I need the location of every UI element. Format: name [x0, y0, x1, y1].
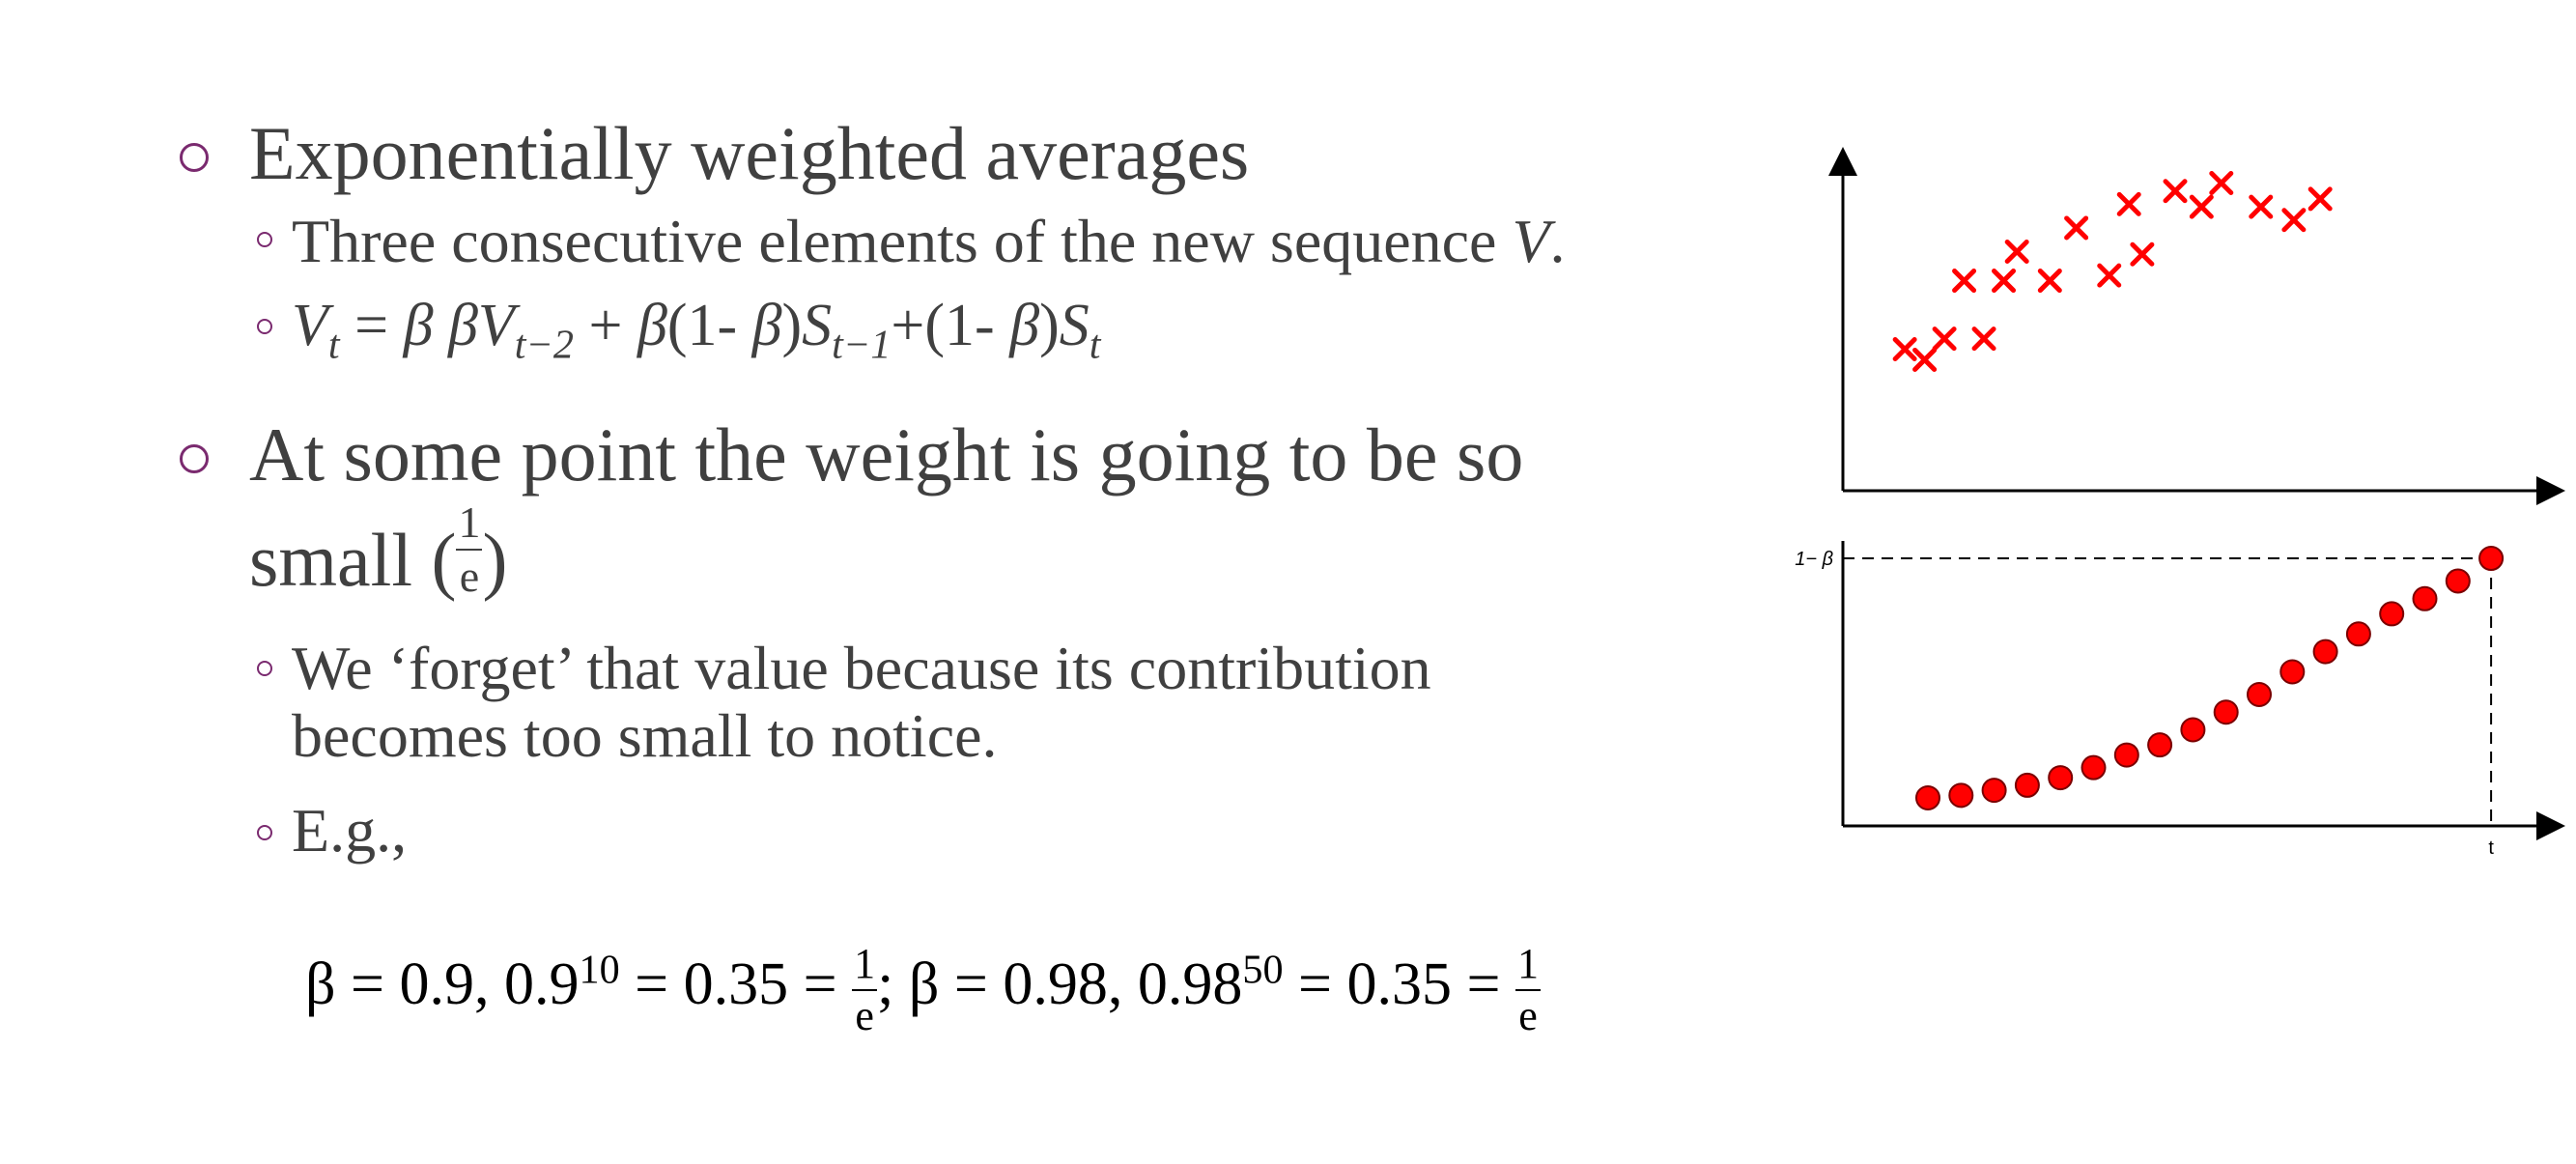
x-marker	[2212, 174, 2231, 193]
circle-marker	[1983, 779, 2006, 802]
sub-bullet-forget-line2: becomes too small to notice.	[292, 701, 998, 770]
circle-marker	[2479, 547, 2503, 570]
x-marker	[2007, 242, 2026, 262]
bullet-exp-weighted-averages: Exponentially weighted averages	[249, 111, 1250, 195]
circle-marker	[2148, 733, 2171, 756]
x-marker	[2166, 182, 2185, 201]
x-marker	[1915, 350, 1935, 369]
fraction-one-over-e: $\frac{1}{e}$	[854, 940, 876, 1039]
y-reference-label: 1− β	[1795, 549, 1833, 570]
x-marker	[2310, 189, 2330, 209]
x-marker	[1955, 271, 1974, 291]
formula-vt: $V_t = \beta$ $\beta V_{t-2} + \beta(1-$ $\beta)S_{t-1}+(1-$ $\beta)S_t$	[292, 293, 1101, 368]
circle-marker	[2380, 602, 2403, 625]
example-equation: β = 0.9, $0.9^{10} = 0.35$ = $\frac{1}{e}$ ; β = 0.98, $0.98^{50} = 0.35$ = $\frac{1}{e}$	[305, 940, 1539, 1039]
x-marker	[2192, 197, 2211, 216]
circle-marker	[2280, 660, 2304, 683]
x-marker	[2119, 194, 2138, 213]
circle-marker	[2314, 640, 2337, 664]
circle-marker	[2347, 622, 2370, 645]
circle-marker	[2414, 587, 2437, 610]
x-marker	[1935, 329, 1954, 349]
x-marker	[1895, 340, 1914, 359]
circle-marker	[2181, 718, 2204, 741]
x-marker	[2067, 218, 2086, 238]
x-marker	[2284, 211, 2304, 230]
fraction-one-over-e: $\frac{1}{e}$	[1516, 940, 1539, 1039]
x-marker	[2133, 244, 2152, 264]
circle-marker	[2082, 756, 2106, 780]
circle-marker	[1949, 783, 1972, 807]
sub-bullet-three-elements: Three consecutive elements of the new sequence V.	[292, 207, 1566, 275]
x-marker	[2040, 271, 2059, 291]
circle-marker	[2115, 744, 2138, 767]
circle-marker	[2049, 766, 2072, 789]
x-marker	[2100, 266, 2119, 285]
x-marker	[1995, 271, 2014, 291]
x-axis-label-t: t	[2488, 838, 2494, 859]
circle-marker	[2016, 774, 2039, 797]
bullet-weight-small-line2: small ( $\frac{1}{e}$ )	[249, 497, 508, 602]
x-marker	[1974, 329, 1994, 349]
sub-bullet-eg: E.g.,	[292, 796, 408, 865]
fraction-one-over-e: $\frac{1}{e}$	[458, 497, 481, 601]
x-marker	[2251, 197, 2271, 216]
circle-marker	[2447, 569, 2470, 592]
circle-marker	[2248, 683, 2271, 706]
circle-marker	[1916, 786, 1939, 809]
sub-bullet-forget-line1: We ‘forget’ that value because its contribution	[292, 634, 1431, 702]
bullet-weight-small-line1: At some point the weight is going to be so	[249, 412, 1524, 497]
circle-marker	[2215, 700, 2238, 724]
